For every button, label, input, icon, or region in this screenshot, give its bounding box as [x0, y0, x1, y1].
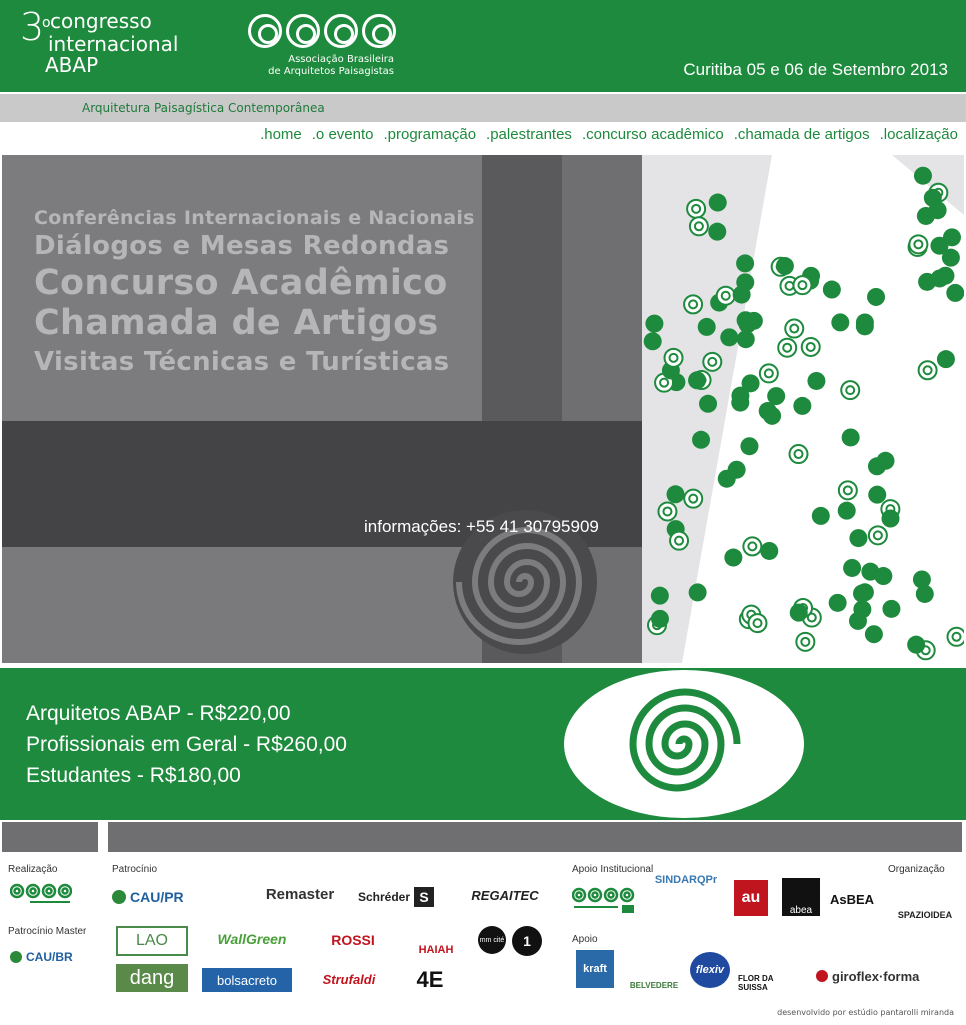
contact-info: informações: +55 41 30795909	[364, 517, 599, 536]
sponsor-logo-text: giroflex·forma	[832, 968, 920, 984]
nav-chamada-de-artigos[interactable]: .chamada de artigos	[733, 126, 870, 143]
edition-number: 3	[20, 5, 45, 49]
nav-programacao[interactable]: .programação	[383, 126, 477, 143]
hero-line: Diálogos e Mesas Redondas	[34, 231, 450, 261]
sponsor-bolsacreto[interactable]: bolsacreto	[202, 968, 292, 992]
s-mark-icon: S	[414, 887, 434, 907]
pricing-panel	[0, 668, 966, 820]
dot-pattern-graphic	[642, 155, 964, 663]
spiral-icon	[562, 670, 806, 818]
sponsor-giroflex[interactable]	[816, 966, 932, 986]
subtitle-bar	[0, 94, 966, 122]
sponsor-belvedere[interactable]: BELVEDERE	[629, 981, 679, 990]
spiral-icon	[248, 14, 282, 48]
sponsor-logo-text: Schréder	[357, 890, 411, 904]
title-line-2: internacional	[48, 32, 179, 56]
price-item: Estudantes - R$180,00	[26, 764, 241, 787]
sponsors-section	[0, 856, 966, 1025]
sponsor-wallgreen[interactable]: WallGreen	[217, 931, 287, 947]
hero-graphic	[642, 155, 964, 663]
sponsor-strufaldi[interactable]: Strufaldi	[322, 971, 376, 987]
credit-line[interactable]: desenvolvido por estúdio pantarolli miranda	[777, 1008, 954, 1017]
separator-block	[108, 822, 962, 852]
label-patrocinio: Patrocínio	[112, 864, 158, 875]
title-line-3: ABAP	[45, 53, 99, 77]
sponsor-logo-text: CAU/BR	[26, 950, 73, 964]
site-header	[0, 0, 966, 92]
sponsor-sindarq[interactable]: SINDARQPr	[654, 874, 718, 886]
title-line-1: congresso	[50, 9, 152, 33]
price-item: Profissionais em Geral - R$260,00	[26, 733, 347, 756]
abap-logo-small[interactable]	[10, 882, 72, 908]
label-patrocinio-master: Patrocínio Master	[8, 926, 87, 937]
sponsor-flor-da-suissa[interactable]: FLOR DA SUISSA	[738, 974, 774, 992]
abap-logo[interactable]	[248, 14, 398, 80]
crest-icon	[10, 951, 22, 963]
sponsor-schreder[interactable]	[352, 886, 440, 908]
sponsor-mm-cite[interactable]: mm cité	[478, 926, 506, 954]
sponsor-one[interactable]: 1	[512, 926, 542, 956]
separator-block	[2, 822, 98, 852]
sponsor-haiah[interactable]: HAIAH	[418, 944, 454, 956]
subtitle-text: Arquitetura Paisagística Contemporânea	[82, 101, 325, 115]
sponsor-asbea[interactable]: AsBEA	[829, 891, 875, 907]
hero-text-panel	[2, 155, 642, 663]
org-name-line-1: Associação Brasileira	[288, 54, 394, 65]
sponsor-spazioidea[interactable]: SPAZIOIDEA	[897, 910, 953, 920]
sponsor-abea[interactable]: abea	[782, 878, 820, 916]
abap-pr-logo[interactable]	[572, 886, 636, 916]
label-apoio: Apoio	[572, 934, 598, 945]
nav-home[interactable]: .home	[260, 126, 302, 143]
price-list	[26, 698, 347, 791]
label-organizacao: Organização	[888, 864, 945, 875]
hero-block	[2, 547, 482, 663]
separator-band	[0, 822, 966, 852]
nav-palestrantes[interactable]: .palestrantes	[486, 126, 572, 143]
price-item: Arquitetos ABAP - R$220,00	[26, 702, 291, 725]
sponsor-au[interactable]: au	[734, 880, 768, 916]
sponsor-rossi[interactable]: ROSSI	[331, 932, 375, 948]
main-nav	[260, 126, 958, 143]
hero-banner	[2, 155, 964, 663]
label-apoio-institucional: Apoio Institucional	[572, 864, 654, 875]
nav-o-evento[interactable]: .o evento	[311, 126, 374, 143]
spiral-icon	[362, 14, 396, 48]
hero-line: Conferências Internacionais e Nacionais	[34, 207, 475, 229]
label-realizacao: Realização	[8, 864, 58, 875]
nav-localizacao[interactable]: .localização	[879, 126, 958, 143]
nav-concurso-academico[interactable]: .concurso acadêmico	[581, 126, 724, 143]
hero-line: Concurso Acadêmico	[34, 263, 448, 303]
sponsor-4e[interactable]: 4E	[416, 967, 444, 992]
spiral-icon	[286, 14, 320, 48]
event-date: Curitiba 05 e 06 de Setembro 2013	[683, 60, 948, 79]
sponsor-logo-text: CAU/PR	[130, 889, 184, 905]
org-name-line-2: de Arquitetos Paisagistas	[268, 66, 394, 77]
sponsor-lao[interactable]: LAO	[116, 926, 188, 956]
giroflex-mark-icon	[816, 970, 828, 982]
spiral-icon	[324, 14, 358, 48]
sponsor-remaster[interactable]: Remaster	[265, 885, 335, 903]
sponsor-regaitec[interactable]: REGAITEC	[471, 887, 539, 903]
sponsor-cau-pr[interactable]	[112, 886, 252, 908]
sponsor-dang[interactable]: dang	[116, 964, 188, 992]
hero-headlines	[34, 207, 475, 377]
edition-suffix: o	[42, 15, 51, 31]
hero-line: Chamada de Artigos	[34, 303, 439, 343]
sponsor-kraft[interactable]: kraft	[576, 950, 614, 988]
hero-line: Visitas Técnicas e Turísticas	[34, 347, 450, 377]
crest-icon	[112, 890, 126, 904]
sponsor-cau-br[interactable]	[10, 946, 94, 968]
sponsor-flexiv[interactable]: flexiv	[690, 952, 730, 988]
